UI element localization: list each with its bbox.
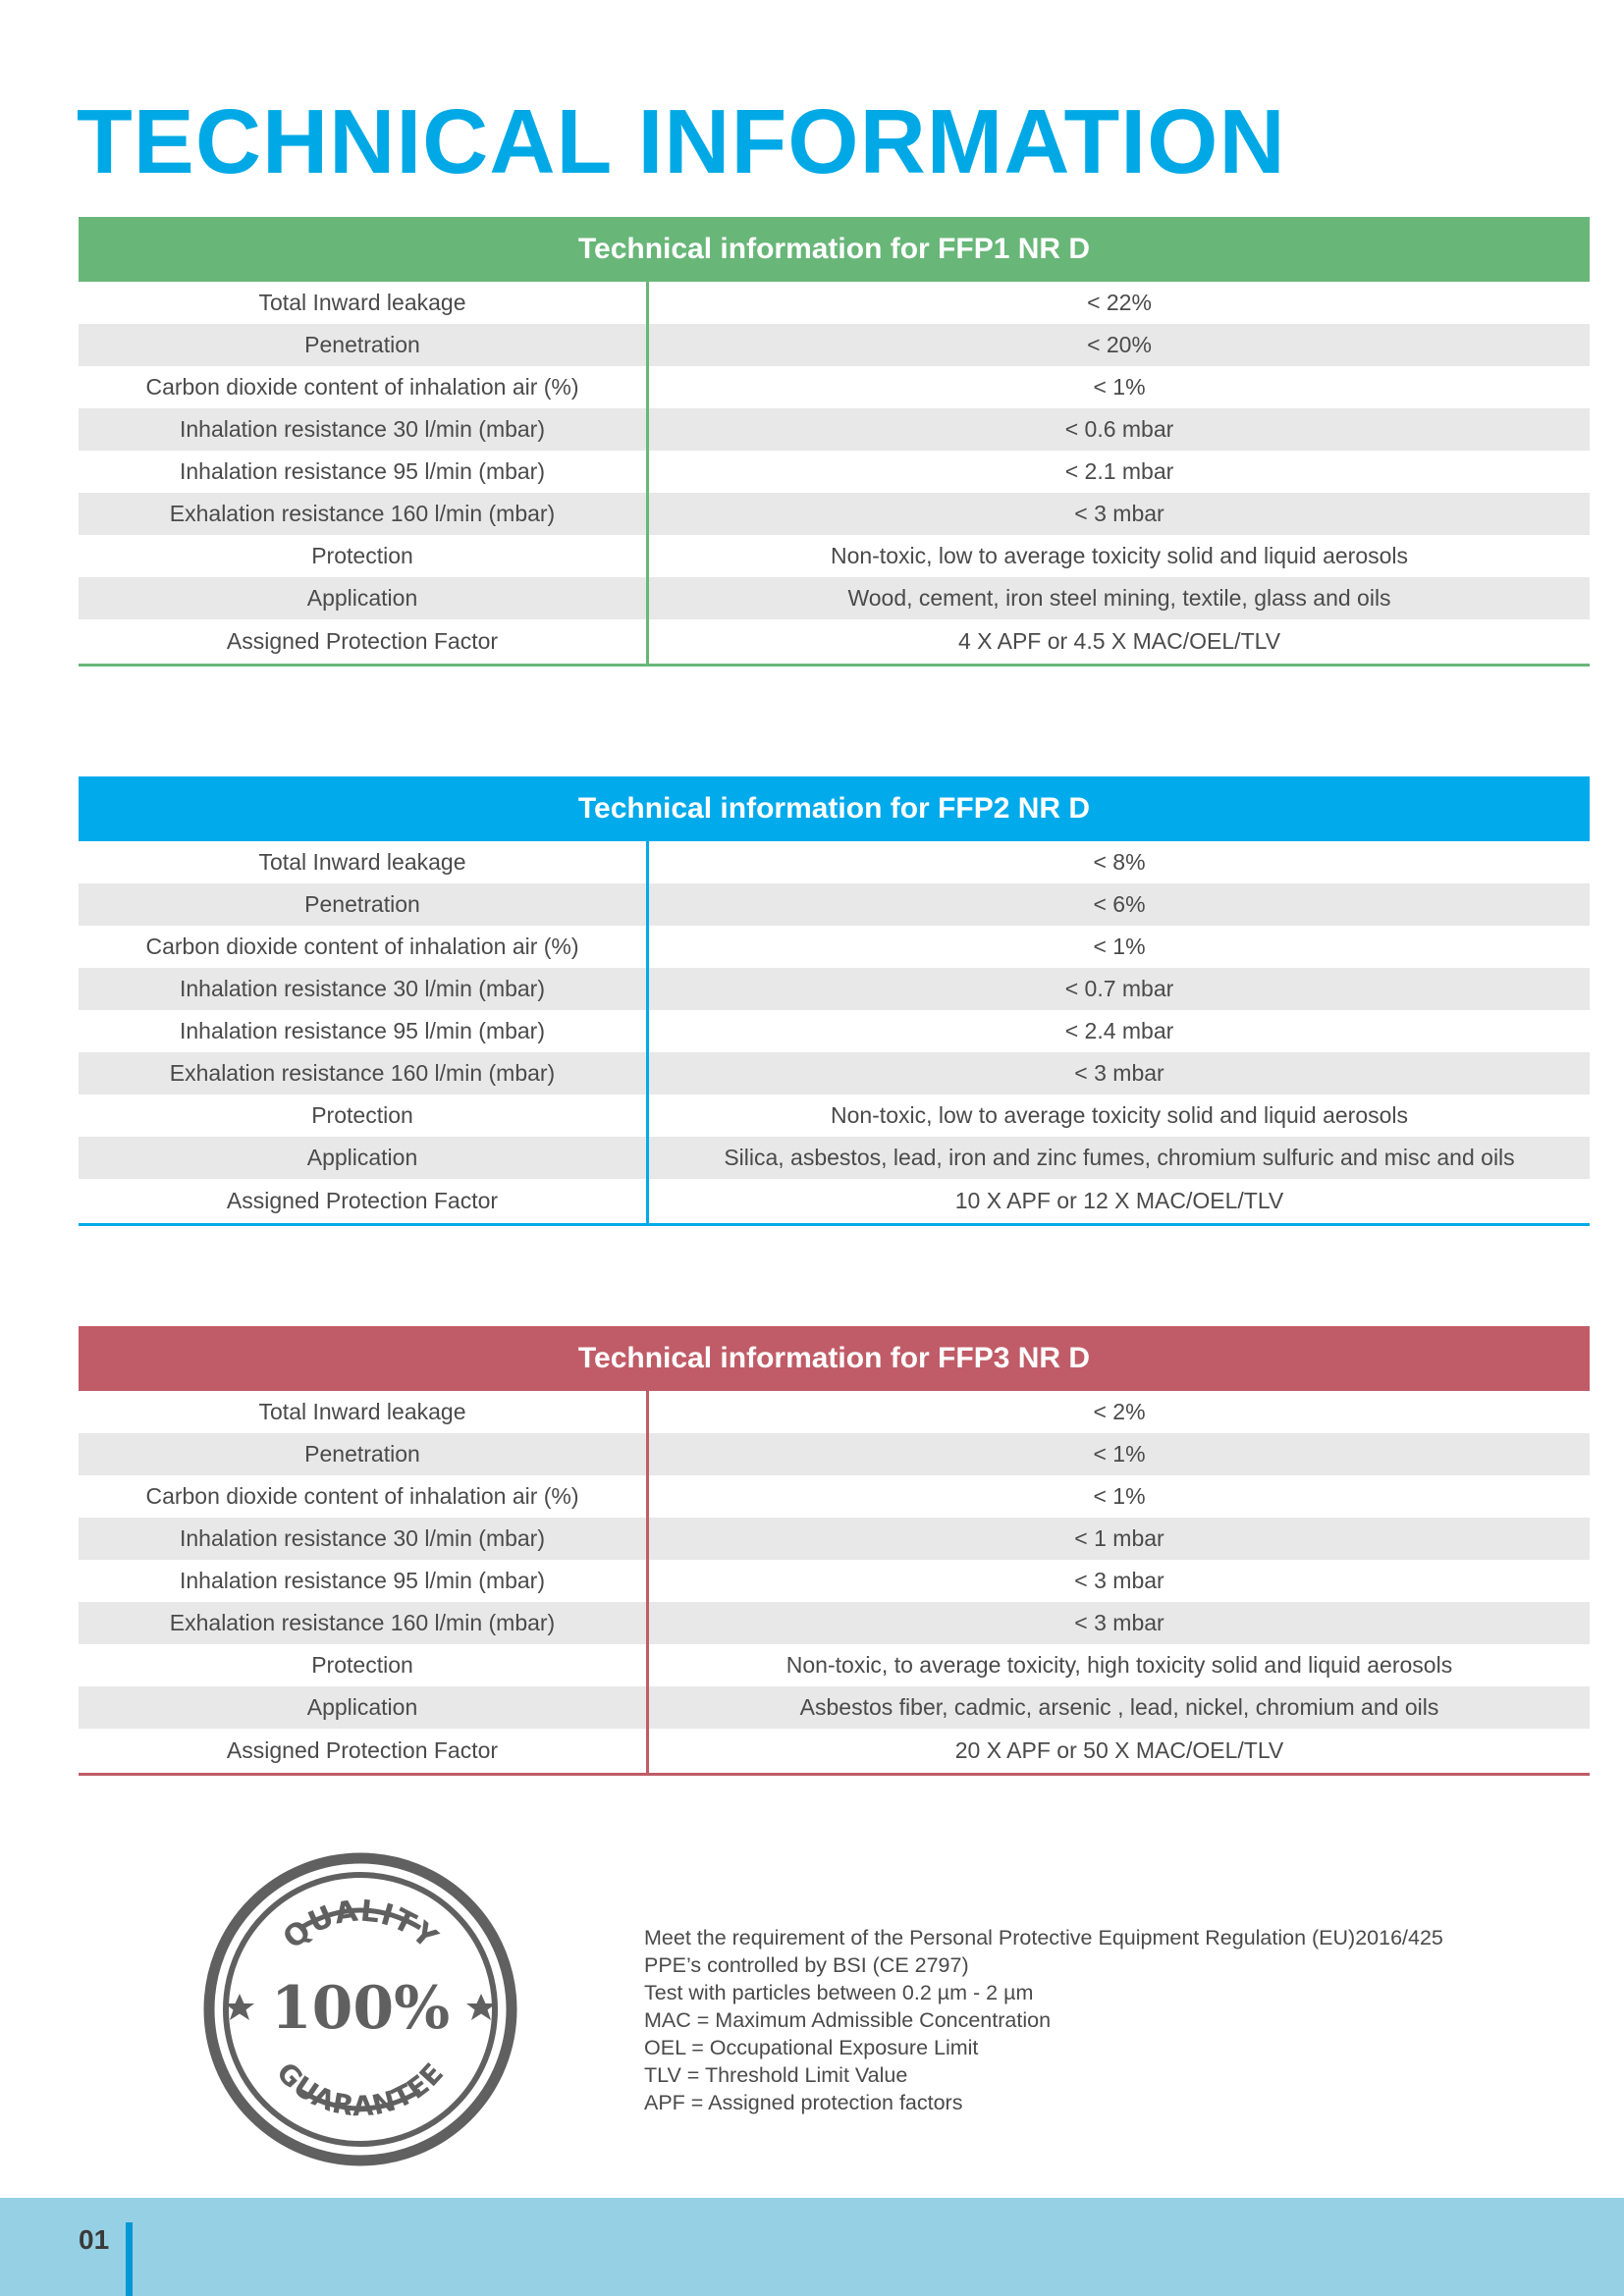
ffp1-table-body [79, 282, 1590, 667]
row-label: Exhalation resistance 160 l/min (mbar) [79, 1052, 649, 1095]
table-row [79, 1052, 1590, 1095]
table-row [79, 408, 1590, 451]
table-row [79, 1560, 1590, 1602]
row-label: Inhalation resistance 30 l/min (mbar) [79, 408, 649, 451]
table-row [79, 1518, 1590, 1560]
row-value: < 3 mbar [1074, 1610, 1164, 1635]
row-value: < 6% [1093, 891, 1146, 917]
row-value: 4 X APF or 4.5 X MAC/OEL/TLV [957, 628, 1281, 654]
ffp3-table-body [79, 1391, 1590, 1776]
table-row [79, 1095, 1590, 1137]
row-label: Application [79, 1686, 649, 1729]
ffp2-table-header: Technical information for FFP2 NR D [79, 776, 1590, 841]
seal-bottom-text: GUARANTEE [270, 2056, 451, 2123]
ffp1-table [79, 217, 1590, 667]
table-row [79, 1137, 1590, 1179]
seal-top-text: QUALITY [276, 1894, 445, 1956]
row-label: Carbon dioxide content of inhalation air (%) [79, 926, 649, 968]
row-value: 10 X APF or 12 X MAC/OEL/TLV [954, 1188, 1284, 1213]
note-line: Test with particles between 0.2 µm - 2 µm [644, 1981, 1034, 2004]
table-row [79, 577, 1590, 619]
table-row [79, 883, 1590, 926]
page-number: 01 [79, 2224, 110, 2255]
row-value: Non-toxic, low to average toxicity solid and liquid aerosols [830, 1102, 1409, 1128]
table-row [79, 1686, 1590, 1729]
row-label: Application [79, 577, 649, 619]
row-label: Protection [79, 535, 649, 577]
ffp1-table-header: Technical information for FFP1 NR D [79, 217, 1590, 282]
row-value: Non-toxic, to average toxicity, high toxicity solid and liquid aerosols [785, 1652, 1453, 1678]
row-label: Inhalation resistance 30 l/min (mbar) [79, 1518, 649, 1560]
note-line: MAC = Maximum Admissible Concentration [644, 2008, 1052, 2032]
row-value: < 1 mbar [1074, 1525, 1164, 1551]
row-label: Inhalation resistance 95 l/min (mbar) [79, 1560, 649, 1602]
row-label: Exhalation resistance 160 l/min (mbar) [79, 493, 649, 535]
table-row [79, 1475, 1590, 1518]
table-row [79, 493, 1590, 535]
row-value: < 3 mbar [1074, 1568, 1164, 1593]
note-line: OEL = Occupational Exposure Limit [644, 2036, 979, 2059]
row-label: Carbon dioxide content of inhalation air (%) [79, 366, 649, 408]
note-line: TLV = Threshold Limit Value [644, 2063, 908, 2087]
row-value: < 0.7 mbar [1064, 976, 1174, 1001]
row-label: Inhalation resistance 95 l/min (mbar) [79, 1010, 649, 1052]
row-value: Wood, cement, iron steel mining, textile, glass and oils [847, 585, 1391, 611]
row-value: < 20% [1087, 332, 1152, 357]
table-row [79, 619, 1590, 664]
table-row [79, 1729, 1590, 1773]
row-label: Inhalation resistance 95 l/min (mbar) [79, 451, 649, 493]
table-row [79, 282, 1590, 324]
row-label: Assigned Protection Factor [79, 1729, 649, 1773]
row-label: Total Inward leakage [79, 1391, 649, 1433]
row-label: Total Inward leakage [79, 282, 649, 324]
note-line: PPE’s controlled by BSI (CE 2797) [644, 1953, 969, 1977]
row-value: Silica, asbestos, lead, iron and zinc fumes, chromium sulfuric and misc and oils [724, 1145, 1515, 1170]
table-row [79, 535, 1590, 577]
table-row [79, 324, 1590, 366]
table-row [79, 1010, 1590, 1052]
row-label: Penetration [79, 1433, 649, 1475]
ffp2-table [79, 776, 1590, 1226]
seal-center-text: 100% [270, 1974, 451, 2043]
table-row [79, 968, 1590, 1010]
table-row [79, 366, 1590, 408]
table-row [79, 451, 1590, 493]
row-label: Assigned Protection Factor [79, 1179, 649, 1223]
row-label: Application [79, 1137, 649, 1179]
table-row [79, 1391, 1590, 1433]
row-value: < 2% [1093, 1399, 1146, 1424]
row-value: 20 X APF or 50 X MAC/OEL/TLV [954, 1737, 1284, 1763]
ffp3-table-header: Technical information for FFP3 NR D [79, 1326, 1590, 1391]
quality-guarantee-icon [202, 1851, 518, 2167]
row-label: Total Inward leakage [79, 841, 649, 883]
note-line: Meet the requirement of the Personal Protective Equipment Regulation (EU)2016/425 [644, 1926, 1443, 1949]
row-label: Inhalation resistance 30 l/min (mbar) [79, 968, 649, 1010]
row-value: Asbestos fiber, cadmic, arsenic , lead, nickel, chromium and oils [799, 1694, 1439, 1720]
row-value: Non-toxic, low to average toxicity solid and liquid aerosols [830, 543, 1409, 568]
table-row [79, 1602, 1590, 1644]
row-label: Protection [79, 1095, 649, 1137]
table-row [79, 1179, 1590, 1223]
page-footer [0, 2198, 1624, 2296]
note-line: APF = Assigned protection factors [644, 2091, 963, 2114]
ffp3-table [79, 1326, 1590, 1776]
table-row [79, 1644, 1590, 1686]
row-label: Carbon dioxide content of inhalation air (%) [79, 1475, 649, 1518]
row-label: Assigned Protection Factor [79, 619, 649, 664]
row-value: < 2.1 mbar [1064, 458, 1174, 484]
row-label: Penetration [79, 883, 649, 926]
row-value: < 3 mbar [1074, 501, 1164, 526]
ffp2-table-body [79, 841, 1590, 1226]
notes-list [644, 1924, 1443, 2116]
row-value: < 22% [1087, 290, 1152, 315]
row-label: Exhalation resistance 160 l/min (mbar) [79, 1602, 649, 1644]
row-value: < 1% [1093, 1483, 1146, 1509]
row-value: < 3 mbar [1074, 1060, 1164, 1086]
row-value: < 2.4 mbar [1064, 1018, 1174, 1043]
page-title: TECHNICAL INFORMATION [77, 90, 1286, 192]
row-value: < 0.6 mbar [1064, 416, 1174, 442]
row-value: < 1% [1093, 1441, 1146, 1467]
row-value: < 1% [1093, 374, 1146, 400]
row-value: < 1% [1093, 934, 1146, 959]
table-row [79, 1433, 1590, 1475]
page-number-bar [126, 2222, 133, 2296]
table-row [79, 926, 1590, 968]
table-row [79, 841, 1590, 883]
row-label: Penetration [79, 324, 649, 366]
row-value: < 8% [1093, 849, 1146, 875]
row-label: Protection [79, 1644, 649, 1686]
